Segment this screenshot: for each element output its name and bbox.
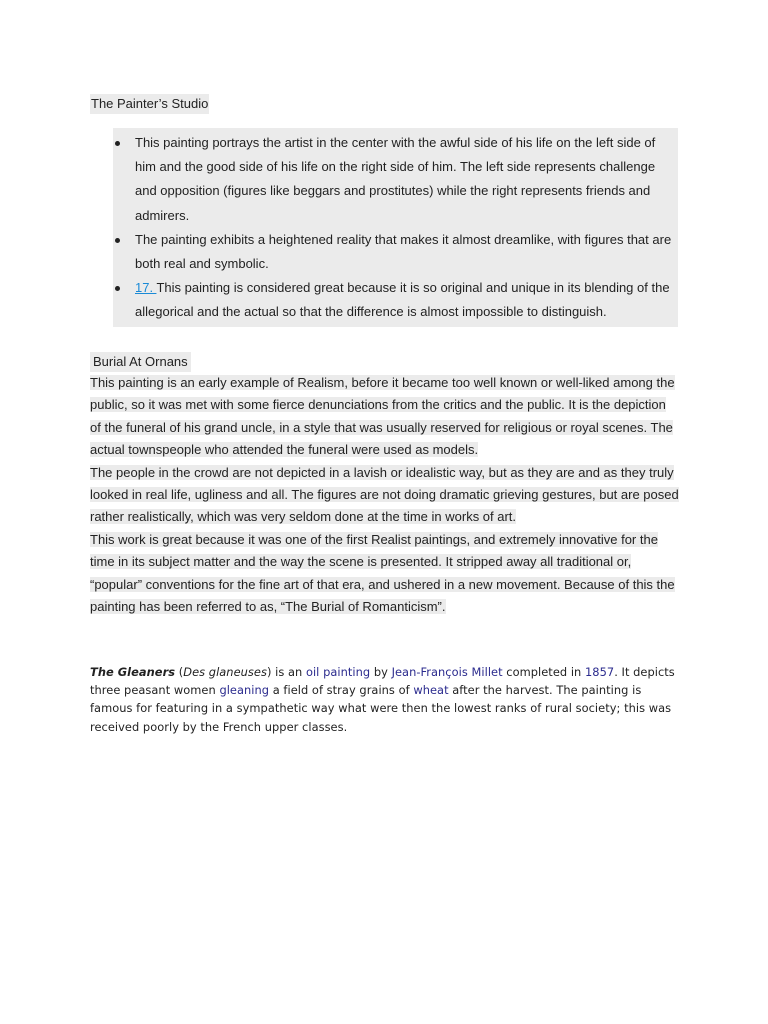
reference-link[interactable]: 17. (135, 280, 157, 296)
gleaners-title: The Gleaners (90, 665, 176, 679)
gleaners-paragraph: The Gleaners (Des glaneuses) is an oil painting by Jean-François Millet completed in 1857. It depicts three peasant women gleaning a field of stray grains of wheat after the harvest. The painting is famous for featuring in a sympathetic way what were then the lowest ranks of rural society; this was received poorly by the French upper classes. (90, 665, 675, 734)
list-item (113, 131, 678, 228)
burial-section (90, 352, 680, 618)
wheat-link[interactable]: wheat (413, 683, 449, 698)
oil-painting-link[interactable]: oil painting (305, 665, 371, 679)
burial-title: Burial At Ornans (90, 352, 191, 372)
gleaners-original-title: Des glaneuses (183, 665, 267, 679)
year-link[interactable]: 1857 (585, 665, 615, 679)
gleaning-link[interactable]: gleaning (219, 683, 270, 698)
bullet-icon (115, 286, 120, 291)
bullet-text: This painting is considered great because it is so original and unique in its blending of the allegorical and the actual so that the difference is almost impossible to distinguish. (135, 280, 670, 320)
burial-paragraph-3: This work is great because it was one of the first Realist paintings, and extremely innovative for the time in its subject matter and the way the scene is presented. It stripped away all traditional or, “popular” conventions for the fine art of that era, and ushered in a new movement. Because of this the painting has been referred to as, “The Burial of Romanticism”. (90, 531, 675, 615)
document-page (90, 94, 680, 734)
burial-paragraph-1: This painting is an early example of Realism, before it became too well known or well-liked among the public, so it was met with some fierce denunciations from the critics and the public. It is the depiction of the funeral of his grand uncle, in a style that was usually reserved for religious or royal scenes. The actual townspeople who attended the funeral were used as models. (90, 375, 675, 458)
studio-bullet-list (113, 128, 678, 327)
burial-paragraph-2: The people in the crowd are not depicted in a lavish or idealistic way, but as they are and as they truly looked in real life, ugliness and all. The figures are not doing dramatic grieving gestures, but are posed rather realistically, which was very seldom done at the time in works of art. (90, 464, 679, 525)
bullet-icon (115, 238, 120, 243)
bullet-text: This painting portrays the artist in the center with the awful side of his life on the left side of him and the good side of his life on the right side of him. The left side represents challenge and opposition (figures like beggars and prostitutes) while the right represents friends and admirers. (135, 135, 656, 223)
list-item (113, 276, 678, 324)
bullet-icon (115, 141, 120, 146)
millet-link[interactable]: Jean-François Millet (391, 665, 503, 679)
studio-title: The Painter’s Studio (90, 94, 209, 114)
bullet-text: The painting exhibits a heightened reality that makes it almost dreamlike, with figures that are both real and symbolic. (135, 231, 672, 272)
list-item (113, 228, 678, 276)
